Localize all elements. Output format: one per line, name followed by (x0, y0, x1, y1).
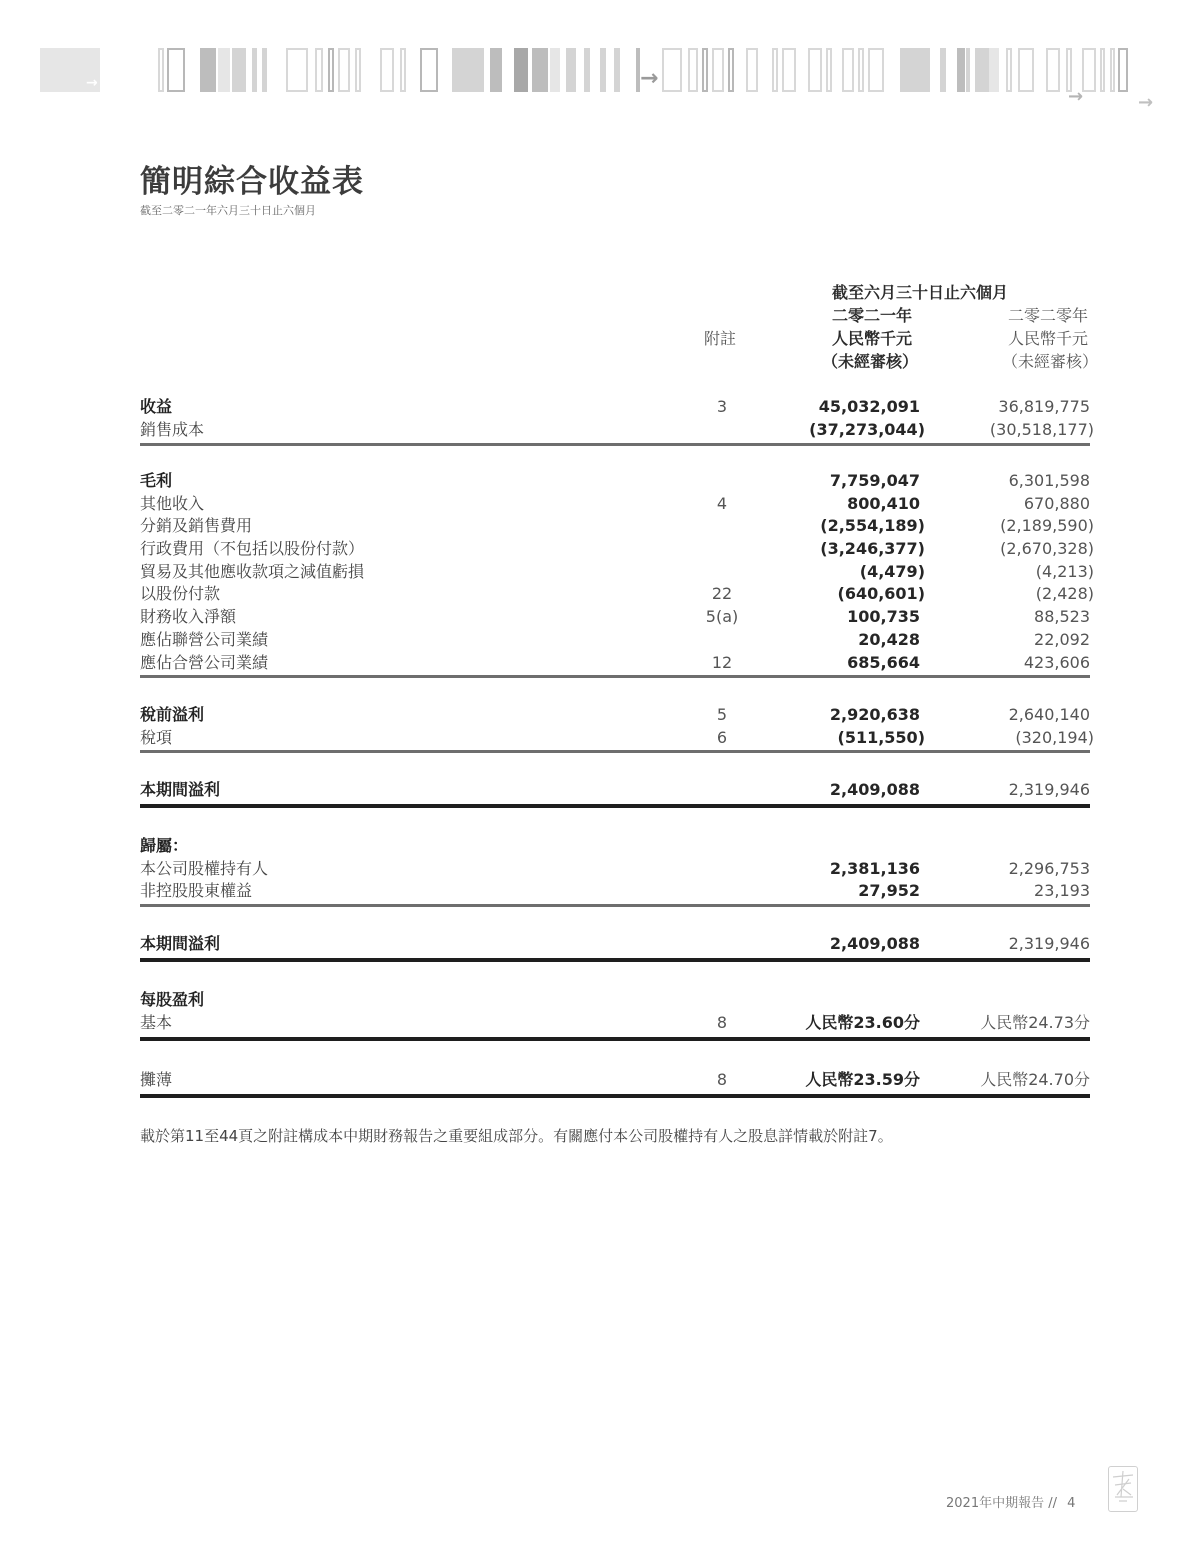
current-unit-header: 人民幣千元 (832, 329, 913, 348)
row-previous-value: 2,319,946 (1008, 780, 1090, 799)
company-logo-icon (1108, 1466, 1138, 1512)
table-row-other-income (140, 493, 1090, 515)
row-previous-value: 6,301,598 (1008, 471, 1090, 490)
previous-audit-header: （未經審核） (1001, 352, 1098, 371)
row-label: 其他收入 (140, 494, 205, 513)
table-row-eps-diluted (140, 1069, 1090, 1091)
row-current-value: 2,920,638 (829, 705, 920, 724)
previous-unit-header: 人民幣千元 (1007, 329, 1088, 348)
row-note: 6 (716, 728, 728, 747)
row-note: 5 (716, 705, 728, 724)
table-row-admin-expenses (140, 538, 1094, 560)
arrow-icon: → (1068, 86, 1084, 107)
row-previous-value: 2,319,946 (1008, 934, 1090, 953)
report-name: 2021年中期報告 // (946, 1496, 1057, 1511)
row-current-value: 2,409,088 (829, 780, 920, 799)
table-row-net-finance-income (140, 606, 1090, 628)
row-current-value: 人民幣23.59分 (805, 1070, 920, 1089)
row-label: 每股盈利 (140, 990, 205, 1009)
previous-year-header: 二零二零年 (1007, 306, 1088, 325)
row-previous-value: 22,092 (1034, 630, 1090, 649)
row-current-value: (640,601) (837, 584, 925, 603)
row-label: 毛利 (140, 471, 173, 490)
divider (140, 443, 1090, 446)
row-current-value: 7,759,047 (829, 471, 920, 490)
current-audit-header: （未經審核） (822, 352, 919, 371)
row-previous-value: (320,194) (1015, 728, 1094, 747)
row-note: 8 (716, 1013, 728, 1032)
divider (140, 750, 1090, 753)
row-previous-value: (30,518,177) (989, 420, 1094, 439)
table-row-profit-before-tax (140, 704, 1090, 726)
table-row-tax (140, 727, 1094, 749)
arrow-icon: → (86, 75, 98, 91)
page-title: 簡明綜合收益表 (140, 164, 364, 200)
page-footer (946, 1492, 1075, 1511)
table-row-eps-header (140, 989, 1090, 1011)
arrow-icon: → (1138, 92, 1154, 113)
row-previous-value: 23,193 (1034, 881, 1090, 900)
note-column-header: 附註 (704, 329, 737, 348)
row-label: 收益 (140, 397, 173, 416)
row-label: 應佔合營公司業績 (140, 653, 269, 672)
row-label: 攤薄 (140, 1070, 173, 1089)
row-previous-value: 36,819,775 (998, 397, 1090, 416)
row-label: 稅前溢利 (140, 705, 205, 724)
row-previous-value: (2,670,328) (1000, 539, 1094, 558)
row-current-value: 2,409,088 (829, 934, 920, 953)
row-note: 12 (711, 653, 733, 672)
page-subtitle: 截至二零二一年六月三十日止六個月 (140, 204, 316, 217)
row-label: 以股份付款 (140, 584, 221, 603)
row-label: 歸屬： (140, 836, 189, 855)
row-note: 4 (716, 494, 728, 513)
row-note: 3 (716, 397, 728, 416)
row-current-value: (3,246,377) (820, 539, 925, 558)
row-current-value: 100,735 (847, 607, 920, 626)
row-label: 本公司股權持有人 (140, 859, 269, 878)
row-current-value: 685,664 (847, 653, 920, 672)
table-row-profit-for-period-total (140, 933, 1090, 955)
row-previous-value: 2,296,753 (1008, 859, 1090, 878)
row-previous-value: 88,523 (1034, 607, 1090, 626)
period-header: 截至六月三十日止六個月 (832, 283, 1009, 302)
divider-total (140, 1094, 1090, 1098)
row-current-value: 27,952 (858, 881, 920, 900)
table-row-gross-profit (140, 470, 1090, 492)
row-current-value: (2,554,189) (820, 516, 925, 535)
row-label: 本期間溢利 (140, 934, 221, 953)
row-label: 基本 (140, 1013, 173, 1032)
table-row-share-of-joint-ventures (140, 652, 1090, 674)
table-row-impairment-loss (140, 561, 1094, 583)
row-note: 22 (711, 584, 733, 603)
table-row-share-of-associates (140, 629, 1090, 651)
row-current-value: (511,550) (837, 728, 925, 747)
arrow-icon: → (640, 66, 659, 91)
table-row-attributable-header (140, 835, 1090, 857)
row-label: 行政費用（不包括以股份付款） (140, 539, 365, 558)
footnote: 載於第11至44頁之附註構成本中期財務報告之重要組成部分。有關應付本公司股權持有人之股息詳情載於附註7。 (140, 1127, 893, 1145)
row-current-value: 人民幣23.60分 (805, 1013, 920, 1032)
row-label: 應佔聯營公司業績 (140, 630, 269, 649)
table-row-profit-for-period (140, 779, 1090, 801)
page-number: 4 (1067, 1496, 1076, 1511)
table-row-cost-of-sales (140, 419, 1094, 441)
row-current-value: 2,381,136 (829, 859, 920, 878)
row-label: 財務收入淨額 (140, 607, 237, 626)
row-previous-value: 人民幣24.70分 (980, 1070, 1090, 1089)
table-row-equity-shareholders (140, 858, 1090, 880)
row-previous-value: 人民幣24.73分 (980, 1013, 1090, 1032)
row-note: 5(a) (705, 607, 739, 626)
table-row-revenue (140, 396, 1090, 418)
row-previous-value: (2,189,590) (1000, 516, 1094, 535)
row-previous-value: (2,428) (1035, 584, 1094, 603)
row-label: 非控股股東權益 (140, 881, 253, 900)
divider-total (140, 804, 1090, 808)
table-row-non-controlling-interests (140, 880, 1090, 902)
row-current-value: 20,428 (858, 630, 920, 649)
row-current-value: (4,479) (859, 562, 925, 581)
row-current-value: 45,032,091 (818, 397, 920, 416)
row-previous-value: (4,213) (1035, 562, 1094, 581)
row-label: 本期間溢利 (140, 780, 221, 799)
row-previous-value: 2,640,140 (1008, 705, 1090, 724)
row-current-value: 800,410 (847, 494, 920, 513)
divider (140, 675, 1090, 678)
row-label: 貿易及其他應收款項之減值虧損 (140, 562, 365, 581)
row-previous-value: 423,606 (1023, 653, 1090, 672)
row-note: 8 (716, 1070, 728, 1089)
row-label: 銷售成本 (140, 420, 205, 439)
divider-total (140, 958, 1090, 962)
row-previous-value: 670,880 (1023, 494, 1090, 513)
table-row-share-based-payment (140, 583, 1094, 605)
divider (140, 904, 1090, 907)
row-label: 稅項 (140, 728, 173, 747)
divider-total (140, 1037, 1090, 1041)
table-row-eps-basic (140, 1012, 1090, 1034)
table-row-distribution-expenses (140, 515, 1094, 537)
row-current-value: (37,273,044) (809, 420, 925, 439)
header-decorative-band (0, 48, 1200, 113)
row-label: 分銷及銷售費用 (140, 516, 253, 535)
current-year-header: 二零二一年 (832, 306, 913, 325)
